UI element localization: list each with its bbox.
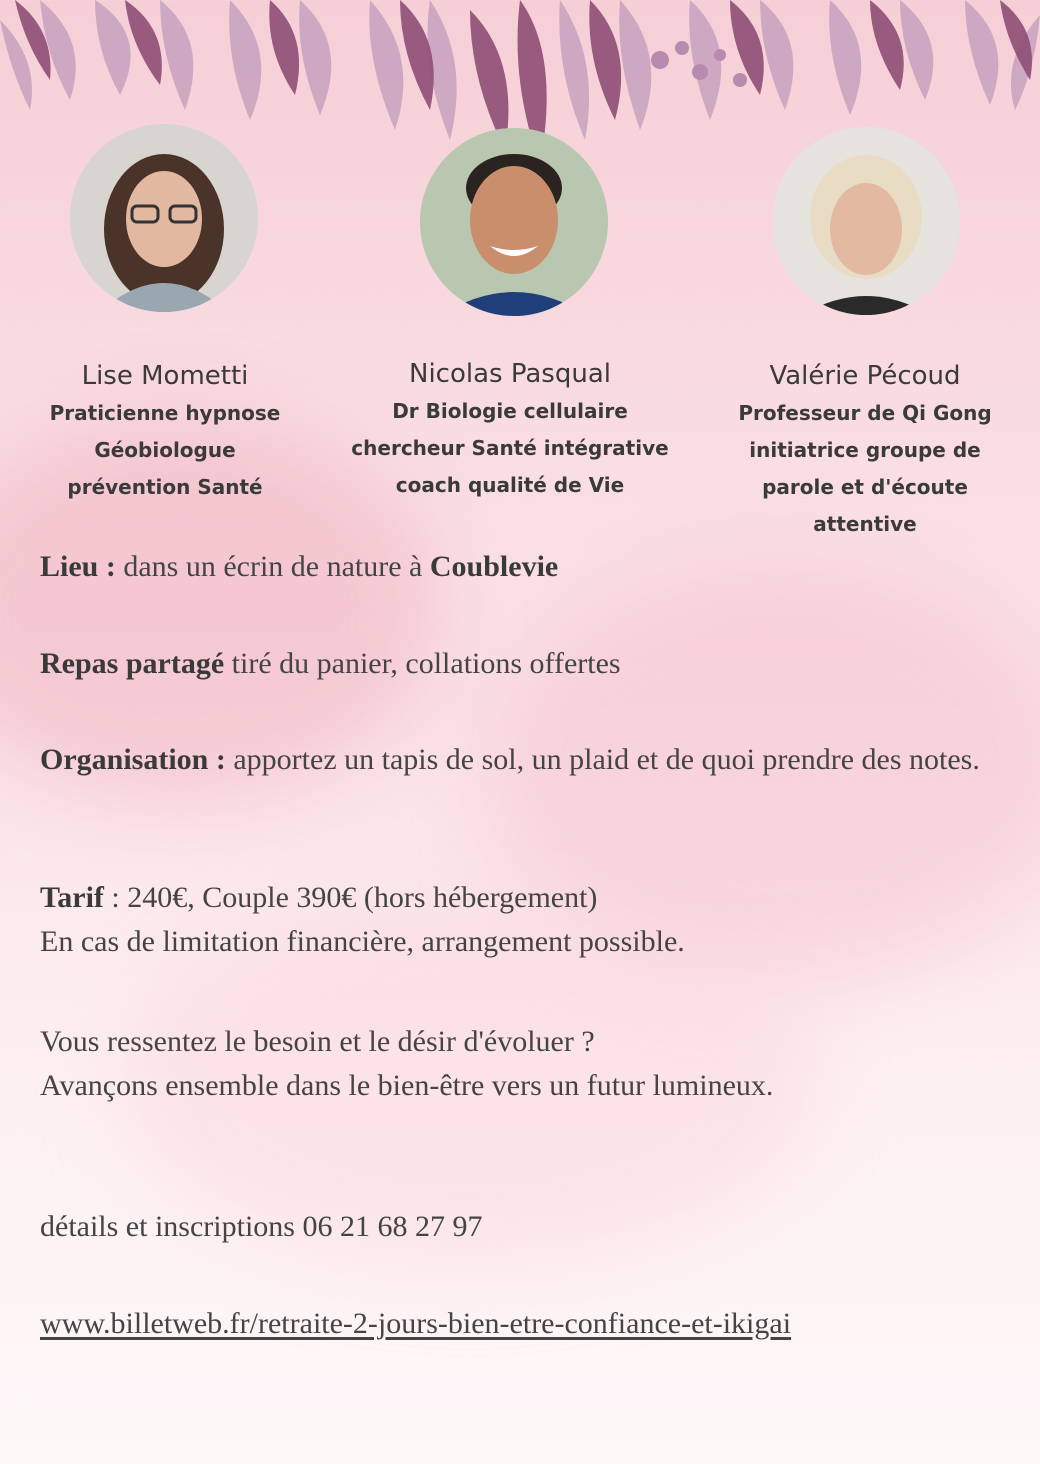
invitation-paragraph [40, 1020, 773, 1108]
price-note: En cas de limitation financière, arrangement possible. [40, 925, 685, 958]
person-role: Professeur de Qi Gong [738, 401, 992, 425]
person-role: Dr Biologie cellulaire [392, 399, 628, 423]
person-role: initiatrice groupe de [749, 438, 981, 462]
organisation-label: Organisation : [40, 743, 226, 776]
venue-label: Lieu : [40, 550, 116, 583]
avatar-valerie [772, 127, 960, 315]
contact-paragraph: détails et inscriptions 06 21 68 27 97 [40, 1210, 483, 1243]
registration-paragraph [40, 1302, 990, 1346]
price-paragraph [40, 876, 685, 964]
person-name: Lise Mometti [81, 361, 249, 391]
avatar-nicolas [420, 128, 608, 316]
organisation-text: apportez un tapis de sol, un plaid et de quoi prendre des notes. [225, 743, 980, 776]
person-name: Nicolas Pasqual [409, 359, 611, 389]
person-role: coach qualité de Vie [395, 473, 625, 497]
invitation-line: Avançons ensemble dans le bien-être vers un futur lumineux. [40, 1069, 774, 1102]
venue-place: Coublevie [429, 550, 559, 583]
person-name: Valérie Pécoud [769, 361, 961, 391]
portrait-icon [70, 124, 258, 312]
venue-text: dans un écrin de nature à [115, 550, 430, 583]
meal-paragraph [40, 642, 621, 686]
person-role: Géobiologue [94, 438, 236, 462]
person-role: Praticienne hypnose [49, 401, 281, 425]
price-text: : 240€, Couple 390€ (hors hébergement) [103, 881, 598, 914]
price-label: Tarif [40, 881, 104, 914]
person-card-nicolas [335, 355, 685, 504]
organisation-paragraph [40, 738, 980, 782]
registration-link[interactable]: www.billetweb.fr/retraite-2-jours-bien-etre-confiance-et-ikigai [40, 1307, 792, 1340]
person-role: chercheur Santé intégrative [351, 436, 669, 460]
portrait-icon [772, 127, 960, 315]
invitation-line: Vous ressentez le besoin et le désir d'évoluer ? [40, 1025, 595, 1058]
meal-label: Repas partagé [40, 647, 225, 680]
person-card-valerie [708, 357, 1022, 543]
person-role: attentive [813, 512, 917, 536]
meal-text: tiré du panier, collations offertes [224, 647, 621, 680]
person-role: prévention Santé [67, 475, 263, 499]
venue-paragraph [40, 545, 558, 589]
portrait-icon [420, 128, 608, 316]
person-role: parole et d'écoute [762, 475, 968, 499]
avatar-lise [70, 124, 258, 312]
person-card-lise [10, 357, 320, 506]
